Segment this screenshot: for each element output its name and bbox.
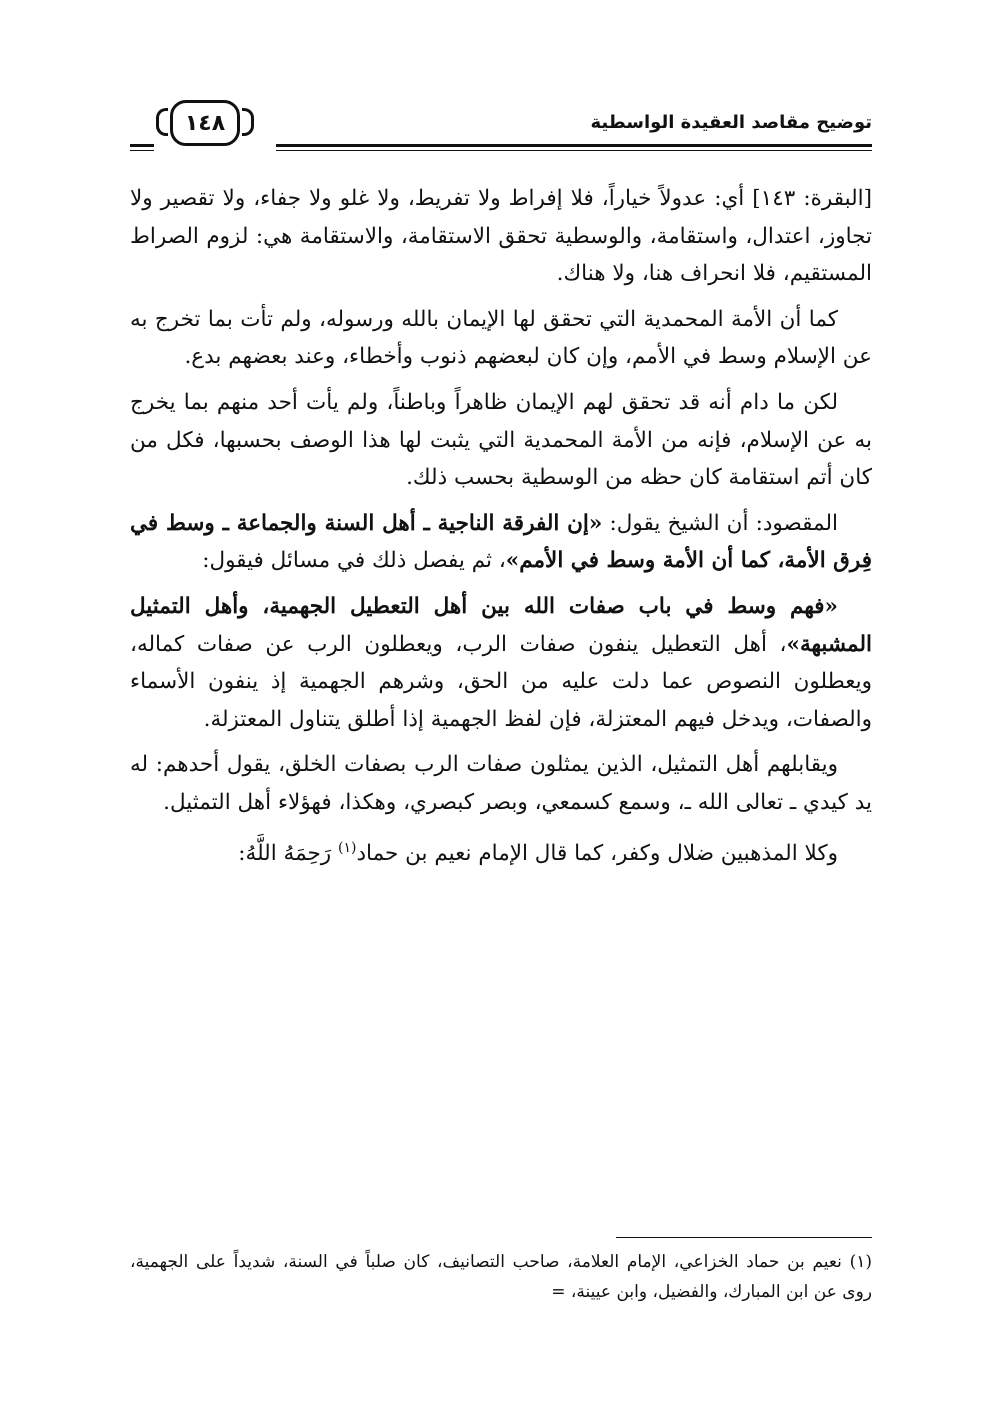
header-rule-right-thin xyxy=(276,150,872,151)
running-header xyxy=(130,100,872,160)
header-rule-left xyxy=(130,144,154,147)
header-rule-left-thin xyxy=(130,150,154,151)
main-text xyxy=(130,180,872,880)
paragraph-3: لكن ما دام أنه قد تحقق لهم الإيمان ظاهراً وباطناً، ولم يأت أحد منهم بما يخرج به عن الإسلام، فإنه من الأمة المحمدية التي يثبت لها هذا الوصف بحسبها، فكل من كان أتم استقامة كان حظه من الوسطية بحسب ذلك. xyxy=(130,389,872,491)
paragraph-7 xyxy=(130,830,872,873)
paragraph-1: [البقرة: ١٤٣] أي: عدولاً خياراً، فلا إفراط ولا تفريط، ولا غلو ولا جفاء، ولا تقصير ولا تجاوز، اعتدال، واستقامة، والوسطية تحقق الاستقامة، والاستقامة هي: لزوم الصراط المستقيم، فلا انحراف هنا، ولا هناك. xyxy=(130,186,873,287)
paragraph-5 xyxy=(130,588,872,738)
quoted-text-bold-2: «فهم وسط في باب صفات الله بين أهل التعطيل الجهمية، وأهل التمثيل المشبهة» xyxy=(130,593,872,657)
paragraph-4 xyxy=(130,505,872,580)
footnote-reference[interactable]: (١) xyxy=(338,839,357,856)
paragraph-7-text: وكلا المذهبين ضلال وكفر، كما قال الإمام نعيم بن حماد xyxy=(356,840,838,866)
paragraph-4-intro: المقصود: أن الشيخ يقول: xyxy=(602,510,838,536)
paragraph-5-tail: ، أهل التعطيل ينفون صفات الرب، ويعطلون الرب عن صفات كماله، ويعطلون النصوص عما دلت عليه من الحق، وشرهم الجهمية إذ ينفون الأسماء والصفات، ويدخل فيهم المعتزلة، فإن لفظ الجهمية إذا أطلق يتناول المعتزلة. xyxy=(130,631,872,732)
paragraph-6: ويقابلهم أهل التمثيل، الذين يمثلون صفات الرب بصفات الخلق، يقول أحدهم: له يد كيدي ـ تعالى الله ـ، وسمع كسمعي، وبصر كبصري، وهكذا، فهؤلاء أهل التمثيل. xyxy=(130,752,872,815)
page-badge-bracket-right xyxy=(242,108,254,136)
quoted-text-bold: «إن الفرقة الناجية ـ أهل السنة والجماعة ـ وسط في فِرق الأمة، كما أن الأمة وسط في الأمم» xyxy=(130,510,872,574)
header-rule-right xyxy=(276,144,872,147)
page xyxy=(130,100,872,1390)
book-title: توضيح مقاصد العقيدة الواسطية xyxy=(590,112,872,133)
page-badge-bracket-left xyxy=(156,108,168,136)
footnote-1: (١) نعيم بن حماد الخزاعي، الإمام العلامة، صاحب التصانيف، كان صلباً في السنة، شديداً على الجهمية، روى عن ابن المبارك، والفضيل، وابن عيينة، = xyxy=(130,1252,872,1302)
paragraph-4-tail: ، ثم يفصل ذلك في مسائل فيقول: xyxy=(202,548,506,574)
footnotes xyxy=(130,1247,872,1307)
paragraph-2: كما أن الأمة المحمدية التي تحقق لها الإيمان بالله ورسوله، ولم تأت بما تخرج به عن الإسلام وسط في الأمم، وإن كان لبعضهم ذنوب وأخطاء، وعند بعضهم بدع. xyxy=(130,306,872,370)
page-number: ١٤٨ xyxy=(170,100,240,146)
footnote-separator xyxy=(616,1237,872,1238)
honorific: رَحِمَهُ اللَّهُ: xyxy=(238,840,339,866)
